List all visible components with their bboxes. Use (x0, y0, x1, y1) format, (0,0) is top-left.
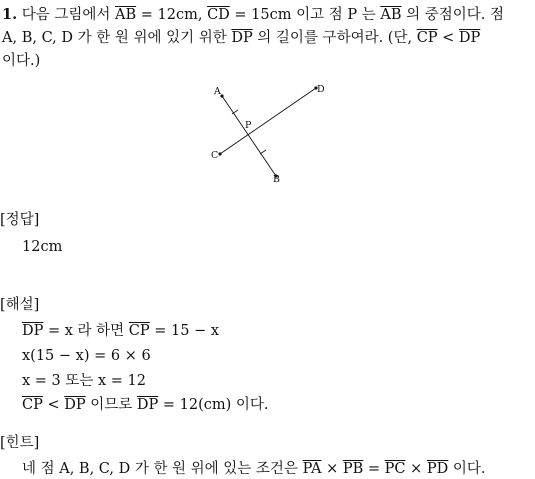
answer-value: 12cm (22, 239, 63, 255)
problem-text: = 15cm 이고 점 P 는 (229, 7, 381, 23)
hint-line (22, 460, 486, 478)
segment-cp: $\overline{CP}$ (22, 397, 43, 413)
label-c: C (211, 150, 219, 161)
problem-text: 의 중점이다. 점 (401, 7, 504, 23)
segment-cd: $\overline{CD}$ (207, 7, 230, 23)
segment-pb: $\overline{PB}$ (342, 461, 364, 477)
problem-text: 의 길이를 구하여라. (단, (252, 30, 417, 46)
segment-ab: $\overline{AB}$ (115, 7, 137, 23)
chord-ab (222, 96, 276, 176)
label-b: B (273, 174, 280, 185)
segment-cp: $\overline{CP}$ (416, 30, 438, 46)
point-a (220, 94, 223, 97)
chord-cd (220, 88, 316, 154)
explanation-heading: [해설] (0, 297, 40, 313)
explanation-text: = 15 − x (149, 323, 220, 339)
segment-pa: $\overline{PA}$ (302, 461, 322, 477)
chord-figure (200, 78, 340, 188)
explanation-line-4 (22, 396, 269, 414)
segment-dp: $\overline{DP}$ (231, 30, 253, 46)
label-p: P (245, 120, 252, 131)
explanation-text: < (42, 397, 65, 413)
segment-ab: $\overline{AB}$ (380, 7, 402, 23)
problem-text: = 12cm, (136, 7, 208, 23)
problem-text: 이다.) (2, 53, 41, 69)
answer-heading: [정답] (0, 212, 40, 228)
segment-dp: $\overline{DP}$ (64, 397, 86, 413)
problem-line-3 (2, 52, 40, 70)
problem-text: 다음 그림에서 (21, 7, 116, 23)
hint-text: × (321, 461, 343, 477)
problem-line-1 (2, 6, 504, 24)
label-d: D (317, 84, 325, 95)
explanation-text: 이므로 (85, 397, 137, 413)
explanation-line-1 (22, 322, 219, 340)
hint-heading: [힌트] (0, 435, 40, 451)
tick-mark-pb (260, 150, 266, 154)
segment-dp: $\overline{DP}$ (136, 397, 159, 413)
hint-text: 이다. (448, 461, 486, 477)
segment-pd: $\overline{PD}$ (426, 461, 449, 477)
problem-text: A, B, C, D 가 한 원 위에 있기 위한 (2, 30, 232, 46)
explanation-line-2: x(15 − x) = 6 × 6 (22, 348, 151, 364)
segment-pc: $\overline{PC}$ (384, 461, 406, 477)
explanation-line-3: x = 3 또는 x = 12 (22, 373, 146, 389)
hint-text: 네 점 A, B, C, D 가 한 원 위에 있는 조건은 (22, 461, 303, 477)
explanation-text: = 12(cm) 이다. (158, 397, 269, 413)
hint-text: = (363, 461, 385, 477)
hint-text: × (405, 461, 427, 477)
point-c (218, 152, 221, 155)
label-a: A (214, 86, 221, 97)
segment-dp: $\overline{DP}$ (22, 323, 44, 339)
explanation-text: = x 라 하면 (43, 323, 129, 339)
problem-text: < (437, 30, 459, 46)
segment-dp: $\overline{DP}$ (458, 30, 481, 46)
problem-number: 1. (2, 6, 18, 23)
problem-line-2 (2, 29, 480, 47)
segment-cp: $\overline{CP}$ (128, 323, 150, 339)
